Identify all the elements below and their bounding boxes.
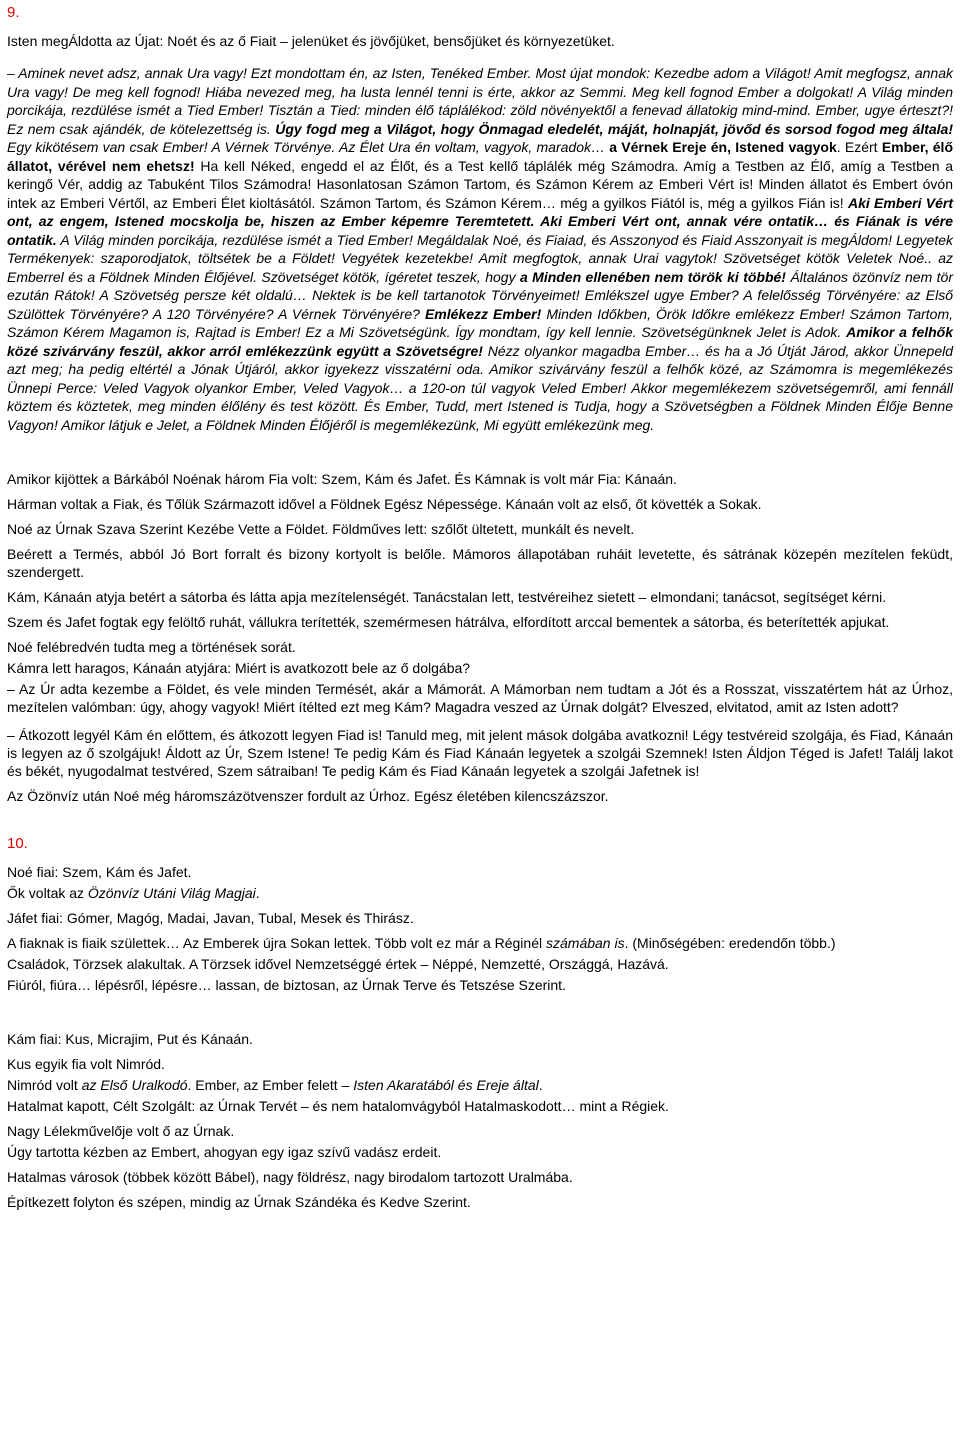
genealogy-line: Kám fiai: Kus, Micrajim, Put és Kánaán. (7, 1031, 253, 1047)
dense-run: a Minden ellenében nem török ki többé! (519, 268, 786, 285)
text-run: . Ember, az Ember felett – (187, 1077, 354, 1093)
genealogy-line (7, 884, 953, 902)
text-run: Özönvíz Utáni Világ Magjai (87, 885, 256, 901)
paragraph: Az Özönvíz után Noé még háromszázötvenszer fordult az Úrhoz. Egész életében kilencszázszor. (7, 788, 609, 804)
text-run: A fiaknak is fiaik születtek… Az Emberek újra Sokan lettek. Több volt ez már a Réginél (7, 935, 546, 951)
text-run: Nimród volt (7, 1077, 82, 1093)
paragraph: – Az Úr adta kezembe a Földet, és vele minden Termését, akár a Mámorát. A Mámorban nem tudtam a Jót és a Rosszat, visszatértem hát az Úrhoz, mezítelen valómban: úgy, ahogy vagyok! Miért ítélted ezt meg Kám? Magadra veszed az Úrnak dolgát? Elveszed, elvitatod, amit az Isten adott? (7, 681, 953, 715)
dense-run: Úgy (275, 120, 307, 137)
paragraph: – Átkozott legyél Kám én előttem, és átkozott legyen Fiad is! Tanuld meg, mit jelent mások dolgába avatkozni! Légy testvéreid szolgája, és Fiad, Kánaán is legyen az ő szolgájuk! Áldott az Úr, Szem Istene! Te pedig Kám és Fiad Kánaán legyetek a szolgái Szemnek! Isten Áldjon Téged is Jafet! Találj lakot és békét, nyugodalmat testvéred, Szem sátraiban! Te pedig Kám és Fiad Kánaán legyetek a szolgái Jafetnek is! (7, 727, 953, 779)
genealogy-line: Noé fiai: Szem, Kám és Jafet. (7, 864, 192, 880)
paragraph: Noé felébredvén tudta meg a történések sorát. (7, 639, 296, 655)
dense-run: Ember, élő állatot, vérével nem ehetsz! (7, 139, 953, 174)
paragraph: Amikor kijöttek a Bárkából Noénak három Fia volt: Szem, Kám és Jafet. És Kámnak is volt már Fia: Kánaán. (7, 471, 677, 487)
paragraph: Kám, Kánaán atyja betért a sátorba és látta apja mezítelenségét. Tanácstalan lett, testvéreihez sietett – elmondani; tanácsot, segítséget kérni. (7, 589, 887, 605)
dense-run: – Aminek nevet adsz, annak Ura vagy! Ezt mondottam én, az Isten, Tenéked Ember. Most újat mondok: Kezedbe adom a Világot! Amit megfogsz, annak Ura vagy! De meg kell fognod! (7, 65, 953, 100)
genealogy-line: Kus egyik fia volt Nimród. (7, 1056, 165, 1072)
dense-run: . Ezért (836, 139, 882, 155)
genealogy-line: Jáfet fiai: Gómer, Magóg, Madai, Javan, Tubal, Mesek és Thirász. (7, 910, 414, 926)
paragraph: Beérett a Termés, abból Jó Bort forralt és bizony kortyolt is belőle. Mámoros állapotában ruháit levetette, és sátrának közepén mezítelen feküdt, szendergett. (7, 546, 953, 580)
dense-run: Emlékezz Ember! (424, 305, 542, 322)
section-number-9: 9. (7, 4, 20, 21)
dense-run: Hiába nevezed meg, ha lusta lennél tenni is érte, akkor az Semmi. Meg kell fognod Ember a dolgokat! A Világ minden porcikája, rezdülése ismét a Tied Ember! Tisztán a Tied: minden élő táplálékod: zöld növényektől a fenevad állatokig mind-mind. Ember, ugye érteszt?! Ez nem csak ajándék, de kötelezettség is. (7, 83, 953, 137)
dense-run: Amikor a felhők közé szivárvány feszül, akkor arról emlékezzünk együtt a Szövetségre! (7, 324, 954, 359)
dense-run: Minden Időkben, Örök Időkre emlékezz Ember! Számon Tartom, Számon Kérem Magamon is, Rajtad is Ember! Ez a Mi Szövetségünk. Így mondtam, így kell lennie. Szövetségünknek Jelet is Adok. (7, 305, 953, 340)
genealogy-line (7, 934, 953, 952)
dense-run: A Világ minden porcikája, rezdülése ismét a Tied Ember! Megáldalak Noé, és Fiaiad, és Asszonyod és Fiaid Asszonyait is megÁldom! Legyetek Termékenyek: szaporodjatok, töltsétek be a Földet! Vegyétek kezetekbe! Amit megfogtok, annak Urai vagytok! Szövetséget kötök Veletek Noé.. az Emberrel és a Földnek Minden Élőjével. Szövetséget kötök, ígéretet teszek, hogy (7, 231, 953, 285)
dense-run: a Vérnek Ereje én, Istened vagyok (609, 139, 837, 155)
text-run: . (538, 1077, 543, 1093)
genealogy-line: Fiúról, fiúra… lépésről, lépésre… lassan, de biztosan, az Úrnak Terve és Tetszése Szerint. (7, 977, 566, 993)
section-9-dense-paragraph (7, 64, 953, 434)
document-page (7, 4, 953, 1211)
genealogy-line: Nagy Lélekművelője volt ő az Úrnak. (7, 1123, 235, 1139)
text-run: Ők voltak az (7, 885, 88, 901)
text-run: Isten Akaratából és Ereje által (353, 1077, 539, 1093)
dense-run: fogd meg a Világot, hogy Önmagad eledelét, máját, holnapját, jövőd és sorsod fogod meg általa! (306, 120, 954, 137)
text-run: számában is (546, 935, 625, 951)
text-run: . (Minőségében: eredendőn több.) (624, 935, 836, 951)
dense-run: Ha kell Néked, engedd el az Élőt, és a Test kellő táplálék még Számodra. Amíg a Testben az Élő, amíg a Testben a keringő Vér, addig az Tabuként Tilos Számodra! Hasonlatosan Számon Tartom, és Számon Kérem az Emberi Vért is! Minden állatot és Embert óvón intek az Emberi Vértől, az Emberi Élet kioltásától. Számon Tartom, és Számon Kérem… még a gyilkos Fiától is, még a gyilkos Fián is! (7, 157, 953, 211)
genealogy-line: Hatalmat kapott, Célt Szolgált: az Úrnak Tervét – és nem hatalomvágyból Hatalmaskodott… mint a Régiek. (7, 1098, 669, 1114)
dense-run: Egy kikötésem van csak Ember! A Vérnek Törvénye. Az Élet Ura én voltam, vagyok, maradok… (7, 139, 610, 155)
genealogy-line: Családok, Törzsek alakultak. A Törzsek idővel Nemzetséggé értek – Néppé, Nemzetté, Országgá, Hazává. (7, 956, 669, 972)
paragraph: Hárman voltak a Fiak, és Tőlük Származott idővel a Földnek Egész Népessége. Kánaán volt az első, őt követték a Sokak. (7, 496, 762, 512)
section-number-10: 10. (7, 835, 28, 852)
text-run: . (255, 885, 260, 901)
section-9-intro: Isten megÁldotta az Újat: Noét és az ő Fiait – jelenüket és jövőjüket, bensőjüket és környezetüket. (7, 33, 615, 49)
genealogy-line: Építkezett folyton és szépen, mindig az Úrnak Szándéka és Kedve Szerint. (7, 1194, 471, 1210)
paragraph: Noé az Úrnak Szava Szerint Kezébe Vette a Földet. Földműves lett: szőlőt ültetett, munkált és nevelt. (7, 521, 635, 537)
dense-run: Aki Emberi Vért ont, az engem, Istened mocskolja be, hiszen az Ember képemre Teremtetett. Aki Emberi Vért ont, annak vére ontatik… és Fiának is vére ontatik. (7, 194, 953, 248)
dense-run: Nézz olyankor magadba Ember… és ha a Jó Útját Járod, akkor Ünnepeld azt meg; ha pedig eltértél a Jónak Útjáról, akkor igyekezz visszatérni oda. Amikor szivárvány feszül a felhők közé, az Számomra is megemlékezés Ünnepi Perce: Veled Vagyok olyankor Ember, Veled Vagyok… a 120-on túl vagyok Veled Ember! Akkor megemlékezem szövetségemről, ami fennáll köztem és köztetek, meg minden élőlény és test között. És Ember, Tudd, mert Istened is Tudja, hogy a Szövetségben a Földnek Minden Élője Benne Vagyon! Amikor látjuk e Jelet, a Földnek Minden Élőjéről is megemlékezünk, Mi együtt emlékezünk meg. (7, 342, 954, 433)
text-run: az Első Uralkodó (81, 1077, 188, 1093)
genealogy-line: Úgy tartotta kézben az Embert, ahogyan egy igaz szívű vadász erdeit. (7, 1144, 442, 1160)
paragraph: Szem és Jafet fogtak egy felöltő ruhát, vállukra terítették, szemérmesen hátrálva, elfordított arccal bementek a sátorba, és beterítették apjukat. (7, 614, 890, 630)
genealogy-line (7, 1076, 953, 1094)
genealogy-line: Hatalmas városok (többek között Bábel), nagy földrész, nagy birodalom tartozott Uralmába. (7, 1169, 573, 1185)
paragraph: Kámra lett haragos, Kánaán atyjára: Miért is avatkozott bele az ő dolgába? (7, 660, 471, 676)
dense-run: Általános özönvíz nem tör ezután Rátok! A Szövetség persze két oldalú… Nektek is be kell tartanotok Törvényeimet! Emlékszel ugye Ember? A felelősség Törvényére: az Első Szülöttek Törvényére? A 120 Törvényére? A Vérnek Törvényére? (7, 268, 953, 322)
